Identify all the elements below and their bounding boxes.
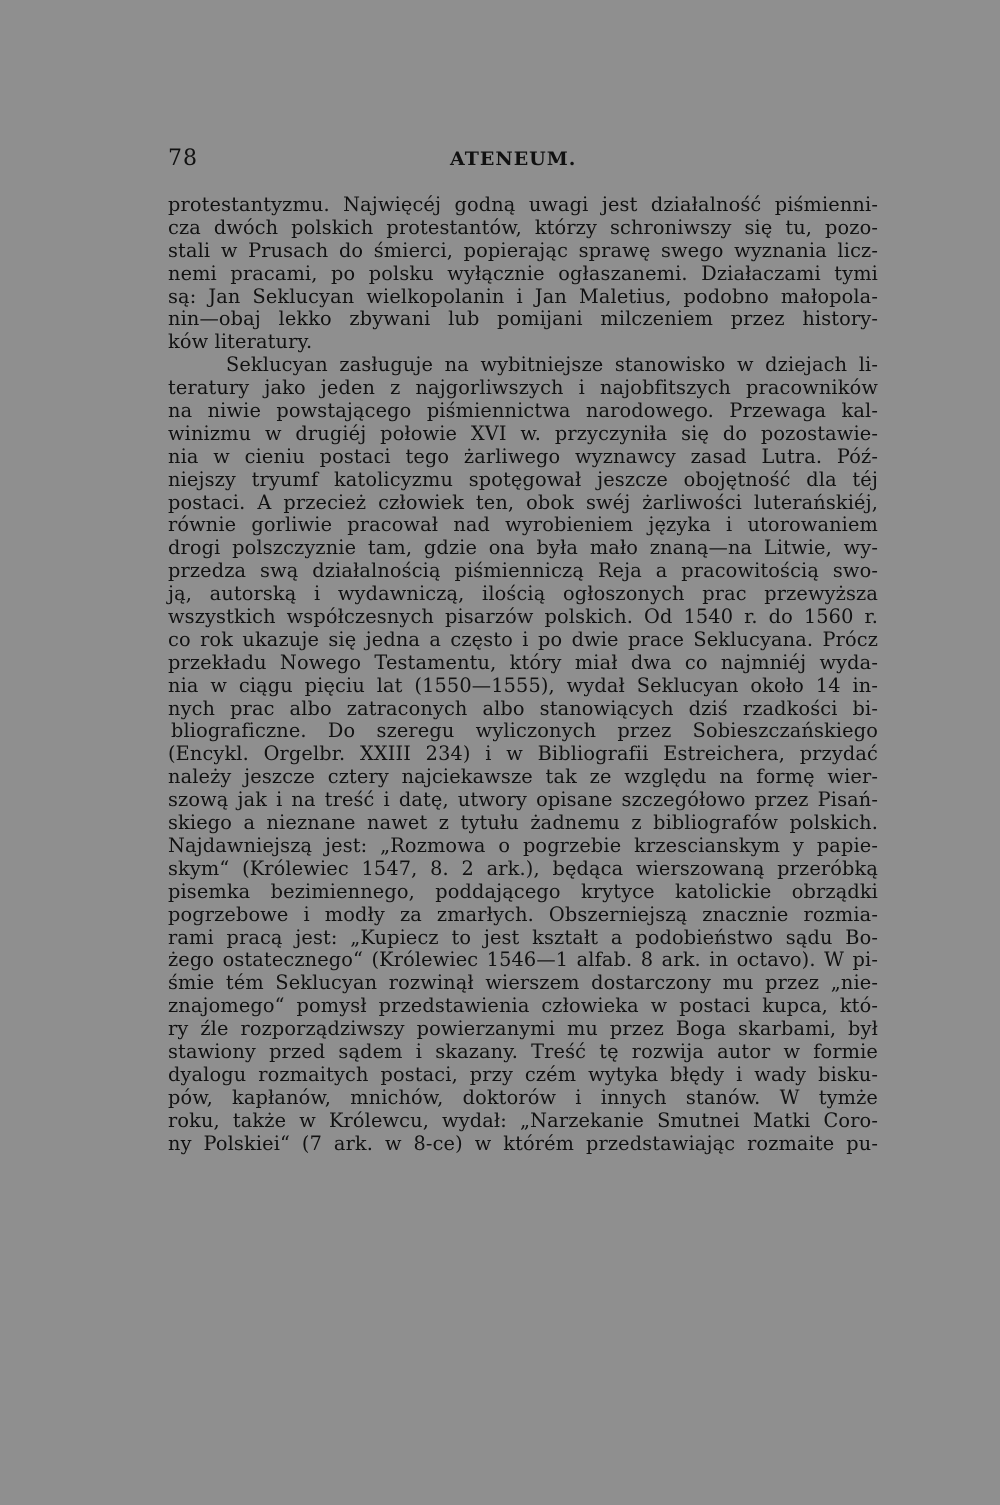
text-line: pów, kapłanów, mnichów, doktorów i innych stanów. W tymże xyxy=(168,1085,878,1109)
text-line: dyalogu rozmaitych postaci, przy czém wytyka błędy i wady bisku- xyxy=(168,1062,878,1086)
text-line: przekładu Nowego Testamentu, który miał dwa co najmniéj wyda- xyxy=(168,650,878,674)
running-head: ATENEUM. xyxy=(450,148,577,170)
text-line: stawiony przed sądem i skazany. Treść tę rozwija autor w formie xyxy=(168,1039,878,1063)
text-line: Najdawniejszą jest: „Rozmowa o pogrzebie krzescianskym y papie- xyxy=(168,833,878,857)
text-line: roku, także w Królewcu, wydał: „Narzekanie Smutnei Matki Coro- xyxy=(168,1108,878,1132)
text-line: nia w ciągu pięciu lat (1550—1555), wydał Seklucyan około 14 in- xyxy=(168,673,878,697)
text-line: nemi pracami, po polsku wyłącznie ogłaszanemi. Działaczami tymi xyxy=(168,261,878,285)
text-line: skiego a nieznane nawet z tytułu żadnemu z bibliografów polskich. xyxy=(168,811,878,835)
text-line: żego ostatecznego“ (Królewiec 1546—1 alfab. 8 ark. in octavo). W pi- xyxy=(168,948,878,972)
text-line: skym“ (Królewiec 1547, 8. 2 ark.), będąca wierszowaną przeróbką xyxy=(168,856,878,880)
text-line: ków literatury. xyxy=(168,330,313,354)
text-line: wszystkich współczesnych pisarzów polskich. Od 1540 r. do 1560 r. xyxy=(168,605,878,629)
text-line: należy jeszcze cztery najciekawsze tak ze względu na formę wier- xyxy=(168,765,878,789)
text-line: szową jak i na treść i datę, utwory opisane szczegółowo przez Pisań- xyxy=(168,788,878,812)
text-line: równie gorliwie pracował nad wyrobieniem języka i utorowaniem xyxy=(168,513,878,537)
text-line: pisemka bezimiennego, poddającego krytyce katolickie obrządki xyxy=(168,879,878,903)
text-line: na niwie powstającego piśmiennictwa narodowego. Przewaga kal- xyxy=(168,399,878,423)
text-line: protestantyzmu. Najwięcéj godną uwagi jest działalność piśmienni- xyxy=(168,193,878,216)
text-line: są: Jan Seklucyan wielkopolanin i Jan Maletius, podobno małopola- xyxy=(168,284,878,308)
text-line: znajomego“ pomysł przedstawienia człowieka w postaci kupca, któ- xyxy=(168,994,878,1018)
text-line: przedza swą działalnością piśmienniczą Reja a pracowitością swo- xyxy=(168,559,878,583)
page-header xyxy=(168,146,878,182)
text-line: bliograficzne. Do szeregu wyliczonych przez Sobieszczańskiego xyxy=(171,719,878,743)
text-line: stali w Prusach do śmierci, popierając sprawę swego wyznania licz- xyxy=(168,238,878,262)
text-line: śmie tém Seklucyan rozwinął wierszem dostarczony mu przez „nie- xyxy=(168,971,878,995)
text-line: nych prac albo zatraconych albo stanowiących dziś rzadkości bi- xyxy=(168,696,878,720)
text-line: rami pracą jest: „Kupiecz to jest kształt a podobieństwo sądu Bo- xyxy=(168,925,878,949)
text-line: nin—obaj lekko zbywani lub pomijani milczeniem przez history- xyxy=(168,307,878,331)
text-line: (Encykl. Orgelbr. XXIII 234) i w Bibliografii Estreichera, przydać xyxy=(168,742,878,766)
text-line: cza dwóch polskich protestantów, którzy schroniwszy się tu, pozo- xyxy=(168,215,878,239)
text-line: drogi polszczyznie tam, gdzie ona była mało znaną—na Litwie, wy- xyxy=(168,536,878,560)
text-line: ny Polskiei“ (7 ark. w 8-ce) w którém przedstawiając rozmaite pu- xyxy=(168,1131,878,1155)
page-number: 78 xyxy=(168,146,198,171)
paragraph-first-line: Seklucyan zasługuje na wybitniejsze stanowisko w dziejach li- xyxy=(226,353,878,377)
text-line: postaci. A przecież człowiek ten, obok swéj żarliwości luterańskiéj, xyxy=(168,490,878,514)
text-line: niejszy tryumf katolicyzmu spotęgował jeszcze obojętność dla téj xyxy=(168,467,878,491)
text-line: pogrzebowe i modły za zmarłych. Obszerniejszą znacznie rozmia- xyxy=(168,902,878,926)
text-line: ją, autorską i wydawniczą, ilością ogłoszonych prac przewyższa xyxy=(168,582,878,606)
text-line: teratury jako jeden z najgorliwszych i najobfitszych pracowników xyxy=(168,376,878,400)
text-line: ry źle rozporządziwszy powierzanymi mu przez Boga skarbami, był xyxy=(168,1017,878,1041)
text-line: co rok ukazuje się jedna a często i po dwie prace Seklucyana. Prócz xyxy=(168,627,878,651)
body-text xyxy=(168,194,878,1155)
text-line: nia w cieniu postaci tego żarliwego wyznawcy zasad Lutra. Póź- xyxy=(168,444,878,468)
text-line: winizmu w drugiéj połowie XVI w. przyczyniła się do pozostawie- xyxy=(168,421,878,445)
